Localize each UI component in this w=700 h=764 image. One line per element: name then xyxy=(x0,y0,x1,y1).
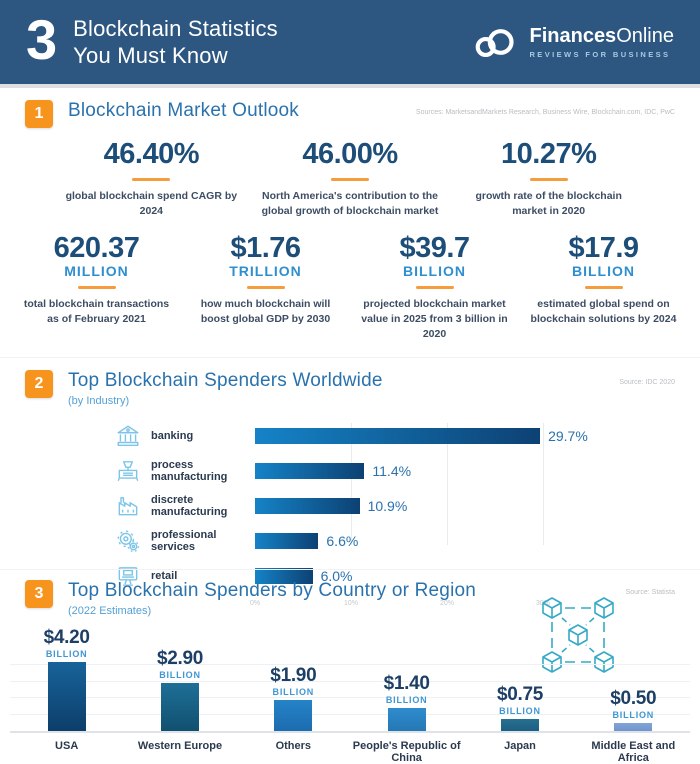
stat-description: projected blockchain market value in 2025 from 3 billion in 2020 xyxy=(361,298,508,340)
section-country-spenders xyxy=(0,569,700,764)
country-bar-chart xyxy=(0,621,700,764)
stat-description: total blockchain transactions as of February 2021 xyxy=(23,298,170,326)
bar-unit: BILLION xyxy=(159,670,201,681)
country-label: Western Europe xyxy=(137,740,223,753)
page-header xyxy=(0,0,700,84)
stat-description: global blockchain spend CAGR by 2024 xyxy=(65,190,238,217)
country-label: People's Republic of China xyxy=(352,740,461,764)
logo-brand-light: Online xyxy=(616,24,674,47)
page-title xyxy=(73,15,278,70)
header-big-number: 3 xyxy=(26,8,58,71)
stat-unit: BILLION xyxy=(572,263,635,280)
orange-underline xyxy=(585,286,623,289)
bar-row-professional-services xyxy=(0,528,700,554)
bar-value: 10.9% xyxy=(367,498,408,515)
stat-global-spend xyxy=(519,232,688,341)
bar-china xyxy=(388,708,426,731)
country-label: USA xyxy=(55,740,79,753)
country-label: Japan xyxy=(504,740,536,753)
bar-discrete-manufacturing xyxy=(255,498,360,514)
bar-label: professional services xyxy=(151,529,217,554)
bar-label: banking xyxy=(151,430,194,443)
stat-value: 46.00% xyxy=(302,138,398,170)
logo-brand-bold: Finances xyxy=(529,24,617,47)
stat-value: $39.7 xyxy=(399,232,470,265)
orange-underline xyxy=(78,286,116,289)
logo-text xyxy=(529,26,674,59)
stat-description: how much blockchain will boost global GDP by 2030 xyxy=(200,298,331,326)
stat-unit: MILLION xyxy=(64,263,129,280)
bar-value: $0.50 xyxy=(610,688,657,710)
bar-row-process-manufacturing xyxy=(0,458,700,484)
bar-unit: BILLION xyxy=(45,648,88,659)
section3-badge: 3 xyxy=(25,580,53,608)
cloud-logo-icon xyxy=(469,25,519,59)
bar-value: $1.40 xyxy=(383,673,430,695)
x-tick: 10% xyxy=(343,600,359,608)
bar-value: $1.90 xyxy=(270,664,317,686)
bar-process-manufacturing xyxy=(255,463,364,479)
x-tick: 20% xyxy=(439,600,455,608)
orange-underline xyxy=(416,286,454,289)
bar-others xyxy=(274,700,312,732)
section1-header xyxy=(0,100,700,128)
stat-value: 620.37 xyxy=(53,232,140,265)
process-manufacturing-icon xyxy=(115,458,141,484)
column-middle-east-africa xyxy=(577,688,690,731)
section2-title: Top Blockchain Spenders Worldwide xyxy=(68,370,383,392)
section1-source: Sources: MarketsandMarkets Research, Business Wire, Blockchain.com, IDC, PwC xyxy=(415,109,675,116)
bar-value: 6.0% xyxy=(320,568,353,585)
orange-underline xyxy=(530,178,568,181)
stat-value: $1.76 xyxy=(230,232,301,265)
orange-underline xyxy=(331,178,369,181)
x-axis-labels xyxy=(10,733,690,764)
bar-value: $2.90 xyxy=(156,648,204,670)
stat-value: 46.40% xyxy=(103,138,200,170)
section-market-outlook xyxy=(0,100,700,341)
section2-source: Source: IDC 2020 xyxy=(619,379,675,387)
stat-description: estimated global spend on blockchain solutions by 2024 xyxy=(530,298,677,326)
bar-value: 29.7% xyxy=(548,428,588,445)
bar-label: discrete manufacturing xyxy=(151,494,228,519)
bar-value: $4.20 xyxy=(43,626,90,648)
bar-professional-services xyxy=(255,533,318,549)
orange-underline xyxy=(247,286,285,289)
bar-value: 11.4% xyxy=(372,463,412,480)
bar-label: retail xyxy=(151,570,178,583)
header-divider xyxy=(0,84,700,88)
bar-label: process manufacturing xyxy=(151,459,228,484)
x-tick: 30% xyxy=(535,600,551,608)
stats-row-2 xyxy=(0,232,700,341)
section3-source: Source: Statista xyxy=(625,589,675,597)
bar-middle-east-africa xyxy=(614,723,652,731)
section1-title: Blockchain Market Outlook xyxy=(68,100,299,121)
section2-subtitle: (by Industry) xyxy=(68,395,130,408)
discrete-manufacturing-icon xyxy=(115,493,141,519)
country-label: Middle East and Africa xyxy=(591,740,676,764)
bars-area xyxy=(10,621,690,733)
section3-title: Top Blockchain Spenders by Country or Region xyxy=(68,580,477,602)
stat-value: 10.27% xyxy=(501,138,597,170)
stat-description: growth rate of the blockchain market in 2020 xyxy=(475,190,622,217)
section2-badge: 2 xyxy=(25,370,53,398)
stat-market-value xyxy=(350,232,519,341)
bank-icon xyxy=(115,423,141,449)
column-western-europe xyxy=(123,648,236,731)
stat-north-america xyxy=(251,138,450,218)
bar-banking xyxy=(255,428,540,444)
bar-unit: BILLION xyxy=(385,695,428,706)
bar-usa xyxy=(48,662,86,732)
column-usa xyxy=(10,627,123,732)
bar-unit: BILLION xyxy=(499,705,541,716)
bar-japan xyxy=(501,719,539,732)
page-title-line2: You Must Know xyxy=(73,43,228,68)
logo-brand xyxy=(529,26,674,46)
section1-badge: 1 xyxy=(25,100,53,128)
stat-value: $17.9 xyxy=(568,232,639,265)
stat-unit: BILLION xyxy=(403,263,466,280)
stat-gdp-boost xyxy=(181,232,350,341)
stat-transactions xyxy=(12,232,181,341)
bar-row-discrete-manufacturing xyxy=(0,493,700,519)
bar-unit: BILLION xyxy=(272,686,315,697)
section3-subtitle: (2022 Estimates) xyxy=(68,605,152,618)
logo-tagline: REVIEWS FOR BUSINESS xyxy=(529,49,671,59)
stat-description: North America's contribution to the global growth of blockchain market xyxy=(261,190,439,217)
column-japan xyxy=(463,684,576,732)
stat-unit: TRILLION xyxy=(229,263,302,280)
bar-value: 6.6% xyxy=(326,533,359,550)
bar-row-banking xyxy=(0,423,700,449)
column-china xyxy=(350,673,463,731)
bar-western-europe xyxy=(161,683,199,731)
stat-growth-rate xyxy=(449,138,648,218)
bar-value: $0.75 xyxy=(496,683,543,705)
orange-underline xyxy=(132,178,170,181)
country-label: Others xyxy=(275,740,312,753)
gears-icon xyxy=(115,528,141,554)
column-others xyxy=(237,665,350,732)
page-title-line1: Blockchain Statistics xyxy=(73,15,278,41)
stat-cagr xyxy=(52,138,251,218)
stats-row-1 xyxy=(0,138,700,218)
financesonline-logo xyxy=(469,25,674,59)
section2-header xyxy=(0,370,700,407)
x-tick: 0% xyxy=(249,600,261,608)
bar-unit: BILLION xyxy=(612,710,655,721)
